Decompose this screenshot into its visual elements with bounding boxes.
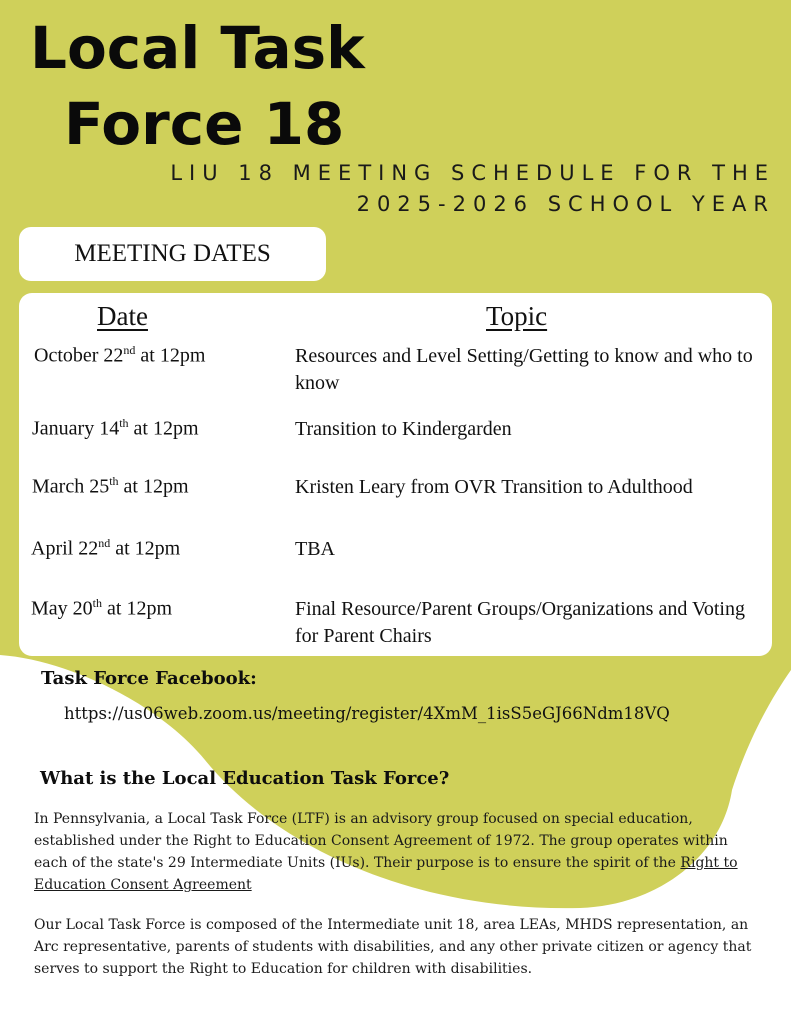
facebook-label: Task Force Facebook:: [41, 668, 257, 689]
about-heading: What is the Local Education Task Force?: [40, 768, 450, 789]
meeting-topic: Resources and Level Setting/Getting to know and who to know: [295, 345, 753, 394]
schedule-card: [19, 293, 772, 656]
about-paragraph-1: In Pennsylvania, a Local Task Force (LTF) is an advisory group focused on special education, established under the Right to Education Consent Agreement of 1972. The group operates within each of the state's 29 Intermediate Units (IUs). Their purpose is to ensure the spirit of the Right to Education Consent Agreement: [34, 811, 738, 893]
meeting-dates-label: MEETING DATES: [19, 227, 326, 281]
title-line-2: Force 18: [64, 90, 345, 158]
facebook-link[interactable]: https://us06web.zoom.us/meeting/register/4XmM_1isS5eGJ66Ndm18VQ: [64, 704, 670, 723]
meeting-date: May 20th at 12pm: [31, 596, 173, 620]
page-title: [30, 10, 365, 162]
subtitle-line-1: LIU 18 MEETING SCHEDULE FOR THE: [170, 161, 775, 185]
title-line-1: Local Task: [30, 14, 365, 82]
meeting-date: October 22nd at 12pm: [34, 343, 206, 367]
meeting-topic: TBA: [295, 538, 335, 560]
meeting-date: January 14th at 12pm: [32, 416, 199, 440]
meeting-topic: Kristen Leary from OVR Transition to Adulthood: [295, 476, 693, 498]
date-column-header: Date: [97, 301, 148, 331]
meeting-topic: Final Resource/Parent Groups/Organizations and Voting for Parent Chairs: [295, 598, 745, 647]
about-paragraph-2: Our Local Task Force is composed of the Intermediate unit 18, area LEAs, MHDS representation, an Arc representative, parents of students with disabilities, and any other private citizen or agency that serves to support the Right to Education for children with disabilities.: [34, 917, 752, 977]
subtitle-line-2: 2025-2026 SCHOOL YEAR: [356, 192, 775, 216]
consent-agreement-link[interactable]: Right to Education Consent Agreement: [34, 855, 738, 893]
topic-column-header: Topic: [486, 301, 548, 331]
meeting-date: March 25th at 12pm: [32, 474, 189, 498]
meeting-date: April 22nd at 12pm: [31, 536, 181, 560]
schedule-subtitle: [155, 158, 775, 220]
meeting-topic: Transition to Kindergarden: [295, 418, 512, 440]
